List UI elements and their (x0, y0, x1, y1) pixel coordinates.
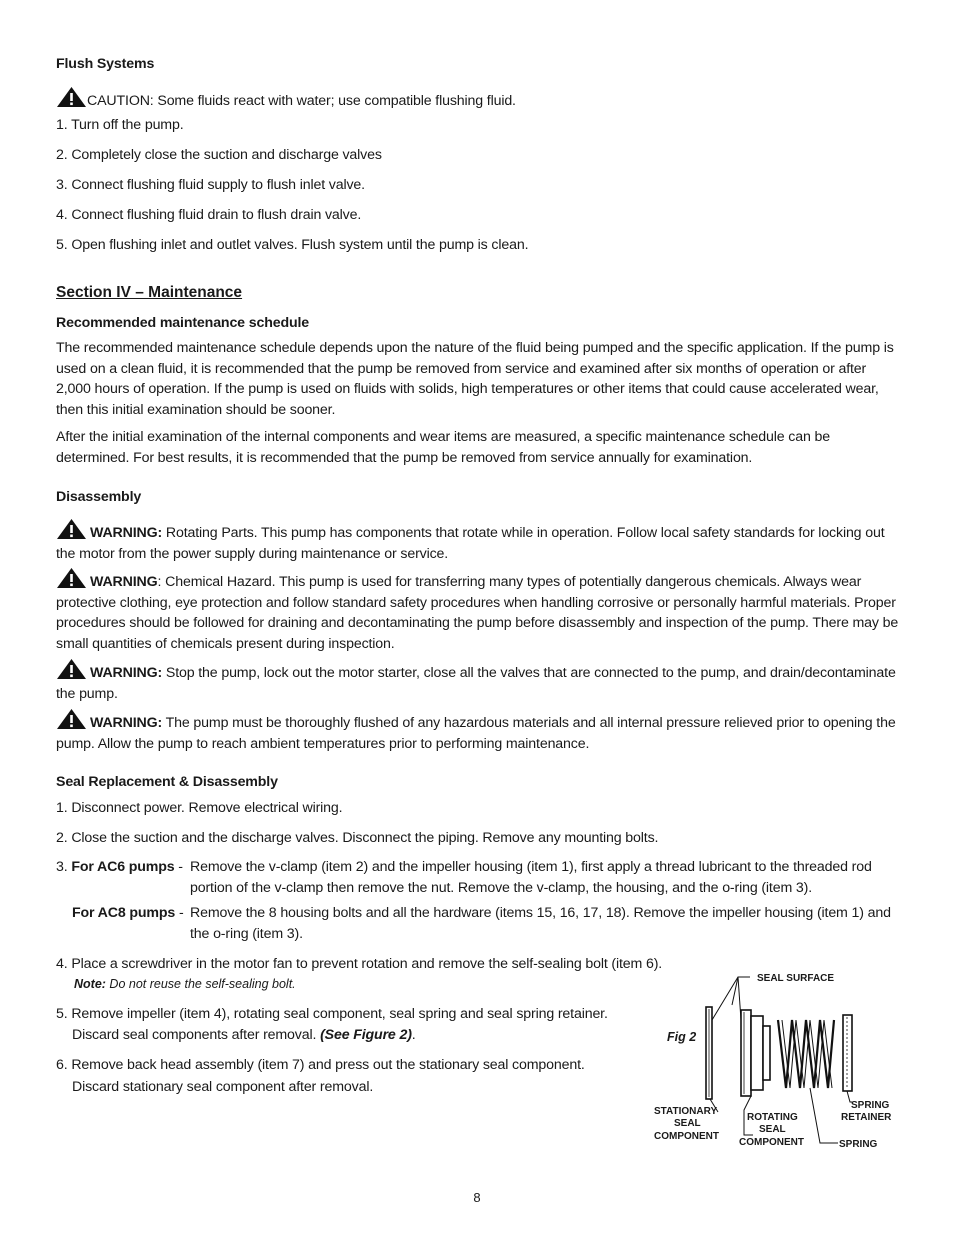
schedule-heading: Recommended maintenance schedule (56, 315, 310, 331)
note-text: Do not reuse the self-sealing bolt. (105, 977, 296, 991)
seal-step-5-cont (72, 1025, 416, 1046)
ac6-instructions: Remove the v-clamp (item 2) and the impeller housing (item 1), first apply a thread lubricant to the threaded rod portion of the v-clamp then remove the nut. Remove the v-clamp, the housing, and the o-ring (item 3). (190, 859, 872, 896)
step-number: 3. (56, 859, 72, 875)
warning-icon (56, 86, 87, 108)
page-number: 8 (473, 1190, 481, 1205)
figure-reference: (See Figure 2) (320, 1027, 412, 1043)
figure-caption: Fig 2 (667, 1030, 697, 1044)
spring (778, 1020, 834, 1088)
period: . (411, 1027, 416, 1043)
seal-step-3 (56, 857, 183, 878)
warning-text: Stop the pump, lock out the motor starter, close all the valves that are connected to the pump, and drain/decontaminate the pump. (56, 665, 896, 702)
dash: - (175, 905, 184, 921)
warning-text: Rotating Parts. This pump has components that rotate while in operation. Follow local safety standards for locking out the motor from the power supply during maintenance or service. (56, 525, 885, 562)
warning-icon (56, 518, 87, 540)
schedule-paragraph: The recommended maintenance schedule depends upon the nature of the fluid being pumped and the specific application. If the pump is used on a clean fluid, it is recommended that the pump be removed from service and examined after six months of operation or after 2,000 hours of operation. If the pump is used on fluids with solids, high temperatures or other items that could cause accelerated wear, then this initial examination should be sooner. (56, 340, 894, 418)
disassembly-heading: Disassembly (56, 489, 142, 505)
warning-icon (56, 567, 87, 589)
label-stationary: SEAL (674, 1118, 701, 1129)
warning-stop-pump (56, 658, 901, 704)
caution-text: CAUTION: Some fluids react with water; use compatible flushing fluid. (87, 93, 516, 109)
ac8-instructions: Remove the 8 housing bolts and all the hardware (items 15, 16, 17, 18). Remove the impeller housing (item 1) and the o-ring (item 3). (190, 905, 891, 942)
ac8-label: For AC8 pumps (72, 905, 176, 921)
step4-note (74, 975, 296, 993)
flush-step: 1. Turn off the pump. (56, 117, 184, 133)
warning-flush-pump (56, 708, 901, 754)
warning-chemical-hazard (56, 567, 901, 654)
warning-text: The pump must be thoroughly flushed of any hazardous materials and all internal pressure relieved prior to opening the pump. Allow the pump to reach ambient temperatures prior to performing maintenance. (56, 715, 896, 752)
label-rotating: ROTATING (747, 1112, 798, 1123)
seal-diagram-figure (640, 960, 900, 1155)
label-seal-surface: SEAL SURFACE (757, 973, 835, 984)
seal-step: 5. Remove impeller (item 4), rotating seal component, seal spring and seal spring retainer. (56, 1006, 608, 1022)
ac6-label: For AC6 pumps (71, 859, 175, 875)
note-label: Note: (74, 977, 106, 991)
warning-label: WARNING (90, 574, 158, 590)
dash: - (174, 859, 183, 875)
seal-step: Discard stationary seal component after removal. (72, 1079, 374, 1095)
warning-icon (56, 708, 87, 730)
seal-step: 6. Remove back head assembly (item 7) and press out the stationary seal component. (56, 1057, 585, 1073)
seal-step: 4. Place a screwdriver in the motor fan to prevent rotation and remove the self-sealing bolt (item 6). (56, 956, 663, 972)
label-stationary: STATIONARY (654, 1106, 718, 1117)
ac8-row (72, 903, 184, 924)
warning-rotating-parts (56, 518, 901, 564)
warning-icon (56, 658, 87, 680)
stationary-seal-component (706, 1007, 712, 1099)
warning-label: WARNING: (90, 665, 163, 681)
seal-heading: Seal Replacement & Disassembly (56, 774, 278, 790)
flush-caution (56, 86, 516, 112)
schedule-paragraph: After the initial examination of the internal components and wear items are measured, a specific maintenance schedule can be determined. For best results, it is recommended that the pump be removed from service annually for examination. (56, 429, 830, 466)
label-spring-retainer: RETAINER (841, 1112, 892, 1123)
label-rotating: SEAL (759, 1124, 786, 1135)
seal-step: 2. Close the suction and the discharge valves. Disconnect the piping. Remove any mounting bolts. (56, 830, 659, 846)
spring-retainer (843, 1015, 852, 1091)
flush-step: 3. Connect flushing fluid supply to flush inlet valve. (56, 177, 365, 193)
warning-label: WARNING: (90, 525, 163, 541)
flush-step: 2. Completely close the suction and discharge valves (56, 147, 382, 163)
section-title: Section IV – Maintenance (56, 284, 243, 301)
flush-step: 4. Connect flushing fluid drain to flush drain valve. (56, 207, 362, 223)
label-spring: SPRING (839, 1139, 878, 1150)
label-rotating: COMPONENT (739, 1137, 804, 1148)
rotating-seal-component (741, 1010, 770, 1096)
label-spring-retainer: SPRING (851, 1100, 890, 1111)
flush-step: 5. Open flushing inlet and outlet valves. Flush system until the pump is clean. (56, 237, 529, 253)
warning-label: WARNING: (90, 715, 163, 731)
warning-text: : Chemical Hazard. This pump is used for transferring many types of potentially dangerous chemicals. Always wear protective clothing, eye protection and follow standard safety procedures when handling corrosive or personally harmful materials. Proper procedures should be followed for draining and decontaminating the pump before disassembly and inspection of the pump. There may be small quantities of chemicals present during inspection. (56, 574, 899, 652)
step5-text: Discard seal components after removal. (72, 1027, 321, 1043)
seal-step: 1. Disconnect power. Remove electrical wiring. (56, 800, 343, 816)
flush-heading: Flush Systems (56, 56, 155, 72)
label-stationary: COMPONENT (654, 1131, 719, 1142)
